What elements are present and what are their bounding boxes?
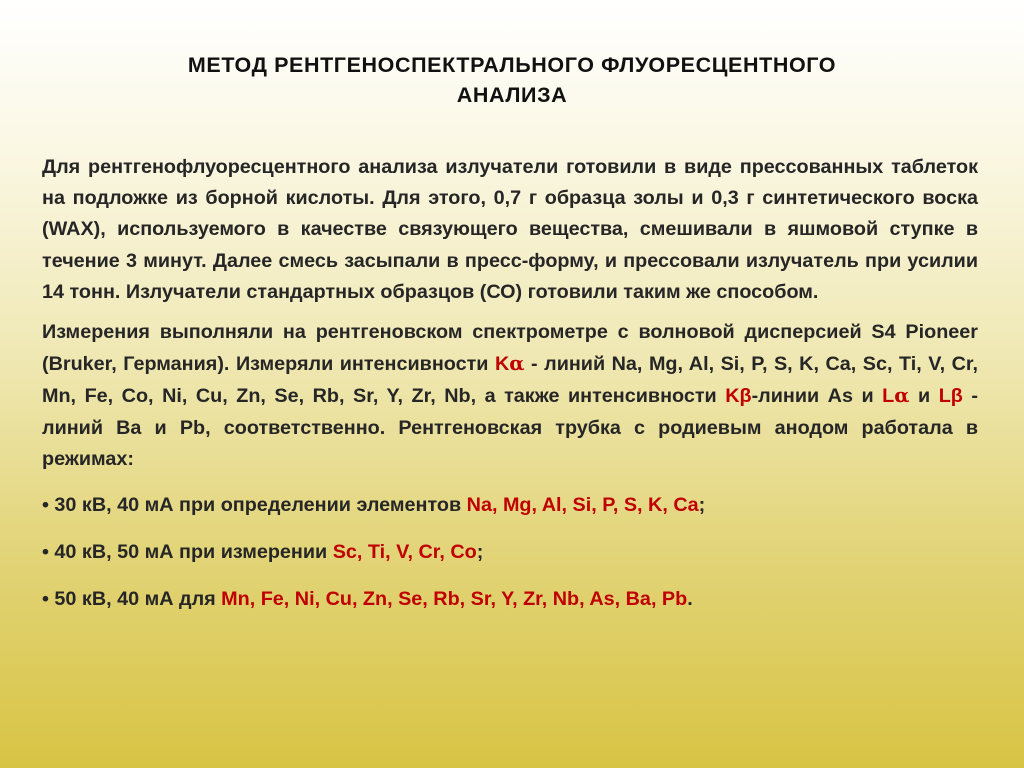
slide-title-line-2: АНАЛИЗА bbox=[456, 83, 568, 107]
bullet-elements: Na, Mg, Al, Si, P, S, K, Ca bbox=[466, 494, 699, 517]
bullet-suffix: . bbox=[687, 588, 693, 611]
bullet-item bbox=[42, 584, 978, 615]
k-beta-label: Kβ bbox=[725, 385, 752, 408]
measurement-text-1: Измерения выполняли на рентгеновском спектрометре с волновой дисперсией S4 Pioneer (Bruker, Германия). Измеряли интенсивности bbox=[42, 321, 978, 376]
slide-title-line-1: МЕТОД РЕНТГЕНОСПЕКТРАЛЬНОГО ФЛУОРЕСЦЕНТНОГО bbox=[187, 53, 837, 77]
bullet-text: • 50 кВ, 40 мА для bbox=[42, 588, 222, 611]
l-beta-label: Lβ bbox=[938, 385, 963, 408]
bullet-item bbox=[42, 490, 978, 521]
measurement-text-5: - линий Ba и Pb, соответственно. Рентгеновская трубка с родиевым анодом работала в режимах: bbox=[42, 385, 978, 470]
l-letter: L bbox=[882, 385, 895, 408]
paragraph-measurement bbox=[42, 317, 978, 475]
bullet-suffix: ; bbox=[476, 541, 484, 564]
bullet-text: • 40 кВ, 50 мА при измерении bbox=[42, 541, 333, 564]
slide-title bbox=[60, 50, 964, 110]
bullet-text: • 30 кВ, 40 мА при определении элементов bbox=[42, 494, 467, 517]
k-letter: K bbox=[494, 353, 510, 376]
measurement-text-2: - линий Na, Mg, Al, Si, P, S, K, Ca, Sc, Ti, V, Cr, Mn, Fe, Co, Ni, Cu, Zn, Se, Rb, Sr, Y, Zr, Nb, а также интенсивности bbox=[42, 353, 979, 408]
alpha-symbol: α bbox=[509, 351, 525, 376]
measurement-text-3: -линии As и bbox=[751, 385, 883, 408]
k-alpha-label bbox=[495, 353, 525, 375]
bullet-elements: Sc, Ti, V, Cr, Co bbox=[332, 541, 477, 564]
measurement-text-4: и bbox=[909, 385, 939, 408]
paragraph-sample-preparation: Для рентгенофлуоресцентного анализа излучатели готовили в виде прессованных таблеток на подложке из борной кислоты. Для этого, 0,7 г образца золы и 0,3 г синтетического воска (WAX), используемого в качестве связующего вещества, смешивали в яшмовой ступке в течение 3 минут. Далее смесь засыпали в пресс-форму, и прессовали излучатель при усилии 14 тонн. Излучатели стандартных образцов (СО) готовили таким же способом. bbox=[42, 156, 978, 303]
bullet-item bbox=[42, 537, 978, 568]
slide-body bbox=[42, 152, 978, 616]
l-alpha-label bbox=[882, 385, 909, 407]
alpha-symbol: α bbox=[894, 383, 910, 408]
bullet-suffix: ; bbox=[698, 494, 706, 517]
bullet-elements: Mn, Fe, Ni, Cu, Zn, Se, Rb, Sr, Y, Zr, Nb, As, Ba, Pb bbox=[221, 588, 688, 611]
